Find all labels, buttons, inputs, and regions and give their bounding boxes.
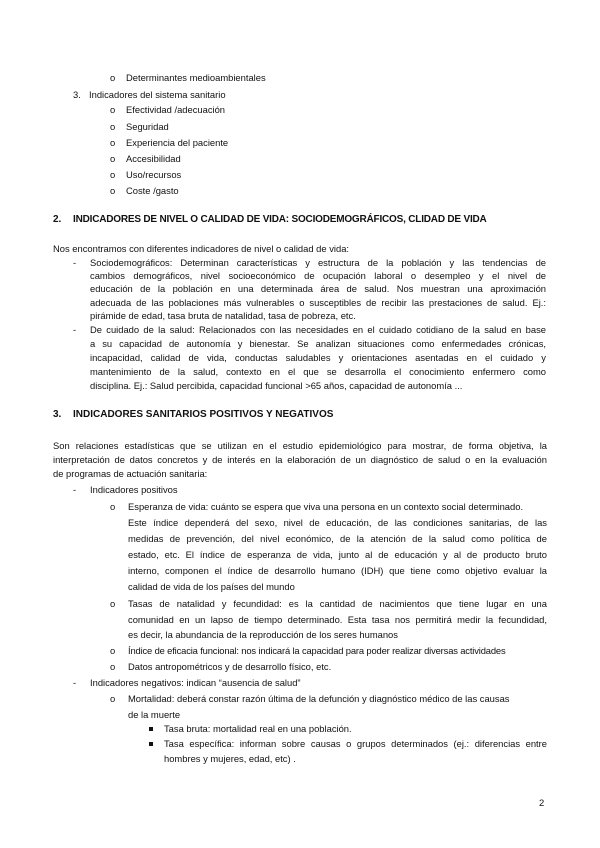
paragraph-line: mantenimiento de la salud, contexto en el que se desarrolla el conocimiento enfermero como: [90, 366, 546, 377]
sub-list-item: Experiencia del paciente: [126, 137, 229, 148]
sub-list-item: Coste /gasto: [126, 185, 179, 196]
paragraph-line: Datos antropométricos y de desarrollo físico, etc.: [128, 661, 332, 672]
circle-bullet: o: [110, 72, 116, 83]
paragraph-line: de la muerte: [128, 709, 181, 720]
paragraph-line: educación de la población en una determinada área de salud. Nos muestran una aproximación: [90, 283, 546, 294]
dash-bullet: -: [73, 324, 77, 335]
paragraph-line: Son relaciones estadísticas que se utilizan en el estudio epidemiológico para mostrar, de forma objetiva, la: [53, 440, 547, 451]
paragraph-line: interno, componen el índice de desarrollo humano (IDH) que tiene como objetivo evaluar la: [128, 565, 547, 576]
paragraph-line: comunidad en un lapso de tiempo determinado. Esta tasa nos permitirá medir la fecundidad,: [128, 614, 547, 625]
paragraph-line: a su capacidad de autonomía y bienestar. Se analizan situaciones como enfermedades crónicas,: [90, 338, 546, 349]
section-heading: INDICADORES DE NIVEL O CALIDAD DE VIDA: SOCIODEMOGRÁFICOS, CLIDAD DE VIDA: [73, 214, 487, 225]
paragraph-line: Tasa bruta: mortalidad real en una población.: [164, 723, 352, 734]
section-number: 2.: [53, 214, 62, 225]
paragraph-line: adecuada de las poblaciones más vulnerables o susceptibles de recibir las prestaciones de salud. Ej.:: [90, 297, 546, 308]
list-item: Indicadores positivos: [90, 484, 178, 495]
paragraph-line: Mortalidad: deberá constar razón última de la defunción y diagnóstico médico de las causas: [128, 693, 510, 704]
paragraph-line: calidad de vida de los países del mundo: [128, 581, 295, 592]
sub-list-item: Accesibilidad: [126, 153, 181, 164]
circle-bullet: o: [110, 598, 116, 609]
paragraph-line: interpretación de datos concretos y de interés en la elaboración de un diagnóstico de salud o en la evaluación: [53, 454, 547, 465]
sub-list-item: Seguridad: [126, 121, 169, 132]
paragraph-line: Esperanza de vida: cuánto se espera que viva una persona en un contexto social determinado.: [128, 501, 524, 512]
sub-list-item: Efectividad /adecuación: [126, 104, 226, 115]
paragraph-line: medidas de prevención, del nivel económico, de la atención de la salud como política de: [128, 533, 547, 544]
paragraph-line: incapacidad, calidad de vida, conductas saludables y orientaciones asentadas en el cuidado y: [90, 352, 546, 363]
paragraph-line: pirámide de edad, tasa bruta de natalidad, tasa de pobreza, etc.: [90, 310, 356, 321]
paragraph-line: disciplina. Ej.: Salud percibida, capacidad funcional >65 años, capacidad de autonomía ...: [90, 380, 463, 391]
dash-bullet: -: [73, 257, 77, 268]
circle-bullet: o: [110, 661, 116, 672]
paragraph-line: Índice de eficacia funcional: nos indicará la capacidad para poder realizar diversas actividades: [128, 645, 506, 656]
list-number: 3.: [73, 89, 81, 100]
paragraph-line: Nos encontramos con diferentes indicadores de nivel o calidad de vida:: [53, 243, 350, 254]
paragraph-line: Tasa específica: informan sobre causas o grupos determinados (ej.: diferencias entre: [164, 738, 547, 749]
paragraph-line: estado, etc. El índice de esperanza de vida, junto al de educación y al de producto bruto: [128, 549, 547, 560]
section-number: 3.: [53, 409, 62, 420]
square-bullet-icon: [149, 742, 153, 746]
dash-bullet: -: [73, 484, 77, 495]
paragraph-line: Este índice dependerá del sexo, nivel de educación, de las condiciones sanitarias, de las: [128, 517, 547, 528]
paragraph-line: De cuidado de la salud: Relacionados con las necesidades en el cuidado cotidiano de la salud en base: [90, 324, 546, 335]
paragraph-line: Sociodemográficos: Determinan características y estructura de la población y las tendencias de: [90, 257, 546, 268]
list-item: Indicadores del sistema sanitario: [89, 89, 226, 100]
paragraph-line: es decir, la abundancia de la reproducción de los seres humanos: [128, 629, 398, 640]
circle-bullet: o: [110, 693, 116, 704]
circle-bullet: o: [110, 169, 116, 180]
section-heading: INDICADORES SANITARIOS POSITIVOS Y NEGATIVOS: [73, 409, 334, 420]
circle-bullet: o: [110, 501, 116, 512]
list-item: Determinantes medioambientales: [126, 72, 266, 83]
sub-list-item: Uso/recursos: [126, 169, 182, 180]
page-number: 2: [539, 797, 545, 808]
circle-bullet: o: [110, 645, 116, 656]
paragraph-line: Tasas de natalidad y fecundidad: es la cantidad de nacimientos que tiene lugar en una: [128, 598, 547, 609]
paragraph-line: hombres y mujeres, edad, etc) .: [164, 753, 296, 764]
dash-bullet: -: [73, 677, 77, 688]
circle-bullet: o: [110, 185, 116, 196]
circle-bullet: o: [110, 137, 116, 148]
circle-bullet: o: [110, 121, 116, 132]
paragraph-line: cambios demográficos, nivel socioeconómico de ocupación laboral o desempleo y el nivel de: [90, 270, 546, 281]
paragraph-line: de programas de actuación sanitaria:: [53, 468, 208, 479]
circle-bullet: o: [110, 153, 116, 164]
circle-bullet: o: [110, 104, 116, 115]
list-item: Indicadores negativos: indican “ausencia de salud”: [90, 677, 301, 688]
square-bullet-icon: [149, 727, 153, 731]
